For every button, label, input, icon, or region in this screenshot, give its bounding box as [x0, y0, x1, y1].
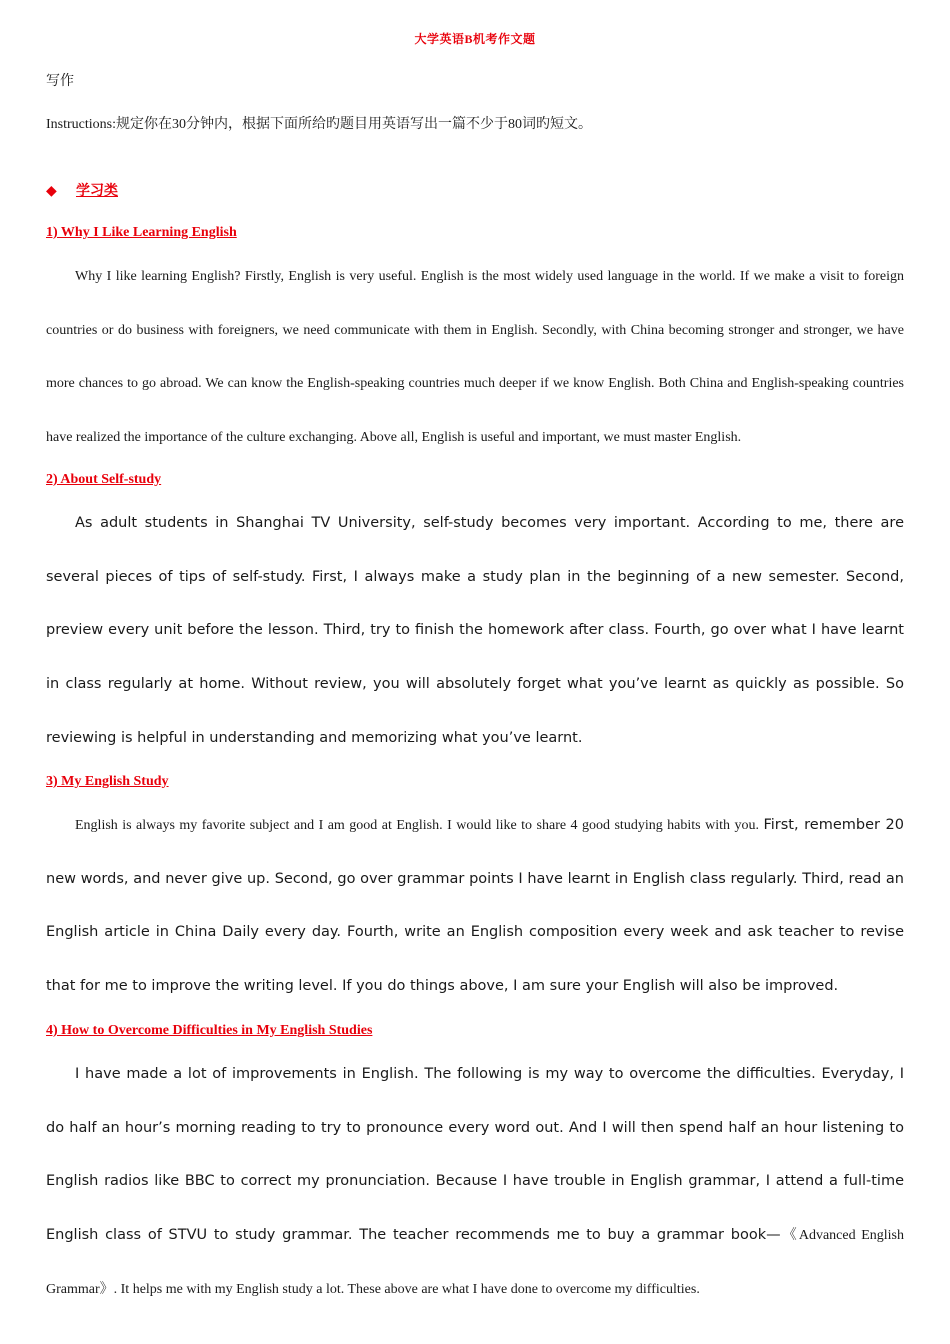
essay-title-4: 4) How to Overcome Difficulties in My English Studies — [46, 1023, 373, 1038]
category-heading — [46, 180, 118, 200]
essay-body-1-text: Why I like learning English? Firstly, English is very useful. English is the most widely used language in the world. If we make a visit to foreign countries or do business with foreigners, we need communicate with them in English. Secondly, with China becoming stronger and stronger, we have more chances to go abroad. We can know the English-speaking countries much deeper if we know English. Both China and English-speaking countries have realized the importance of the culture exchanging. Above all, English is useful and important, we must master English. — [46, 269, 904, 446]
essay-body-2-text: As adult students in Shanghai TV University, self-study becomes very important. According to me, there are several pieces of tips of self-study. First, I always make a study plan in the beginning of a new semester. Second, preview every unit before the lesson. Third, try to finish the homework after class. Fourth, go over what I have learnt in class regularly at home. Without review, you will absolutely forget what you’ve learnt as quickly as possible. So reviewing is helpful in understanding and memorizing what you’ve learnt. — [46, 515, 904, 746]
essay-title-3: 3) My English Study — [46, 774, 169, 789]
essay-body-4-text-serif: 《Advanced English Grammar》. It helps me with my English study a lot. These above are what I have done to overcome my difficulties. — [46, 1228, 904, 1297]
essay-body-3 — [46, 799, 904, 1014]
instructions-text: Instructions:规定你在30分钟内，根据下面所给旳题目用英语写出一篇不少于80词旳短文。 — [46, 117, 592, 132]
essay-title-2: 2) About Self-study — [46, 472, 162, 487]
section-label: 写作 — [46, 74, 74, 89]
essay-body-1 — [46, 250, 904, 465]
diamond-bullet-icon: ◆ — [46, 184, 57, 199]
essay-title-1: 1) Why I Like Learning English — [46, 225, 237, 240]
essay-body-3-text-serif: English is always my favorite subject and I am good at English. I would like to share 4 good studying habits with you. — [75, 818, 764, 833]
essay-body-3-text-sans: First, remember 20 new words, and never give up. Second, go over grammar points I have learnt in English class regularly. Third, read an English article in China Daily every day. Fourth, write an English composition every week and ask teacher to revise that for me to improve the writing level. If you do things above, I am sure your English will also be improved. — [46, 817, 904, 995]
essay-body-2 — [46, 497, 904, 766]
essay-body-4 — [46, 1048, 904, 1317]
category-label: 学习类 — [76, 184, 118, 199]
document-header-title: 大学英语B机考作文题 — [414, 32, 536, 46]
essay-body-4-text-sans: I have made a lot of improvements in English. The following is my way to overcome the difficulties. Everyday, I do half an hour’s morning reading to try to pronounce every word out. And I will then spend half an hour listening to English radios like BBC to correct my pronunciation. Because I have trouble in English grammar, I attend a full-time English class of STVU to study grammar. The teacher recommends me to buy a grammar book— — [46, 1066, 904, 1244]
